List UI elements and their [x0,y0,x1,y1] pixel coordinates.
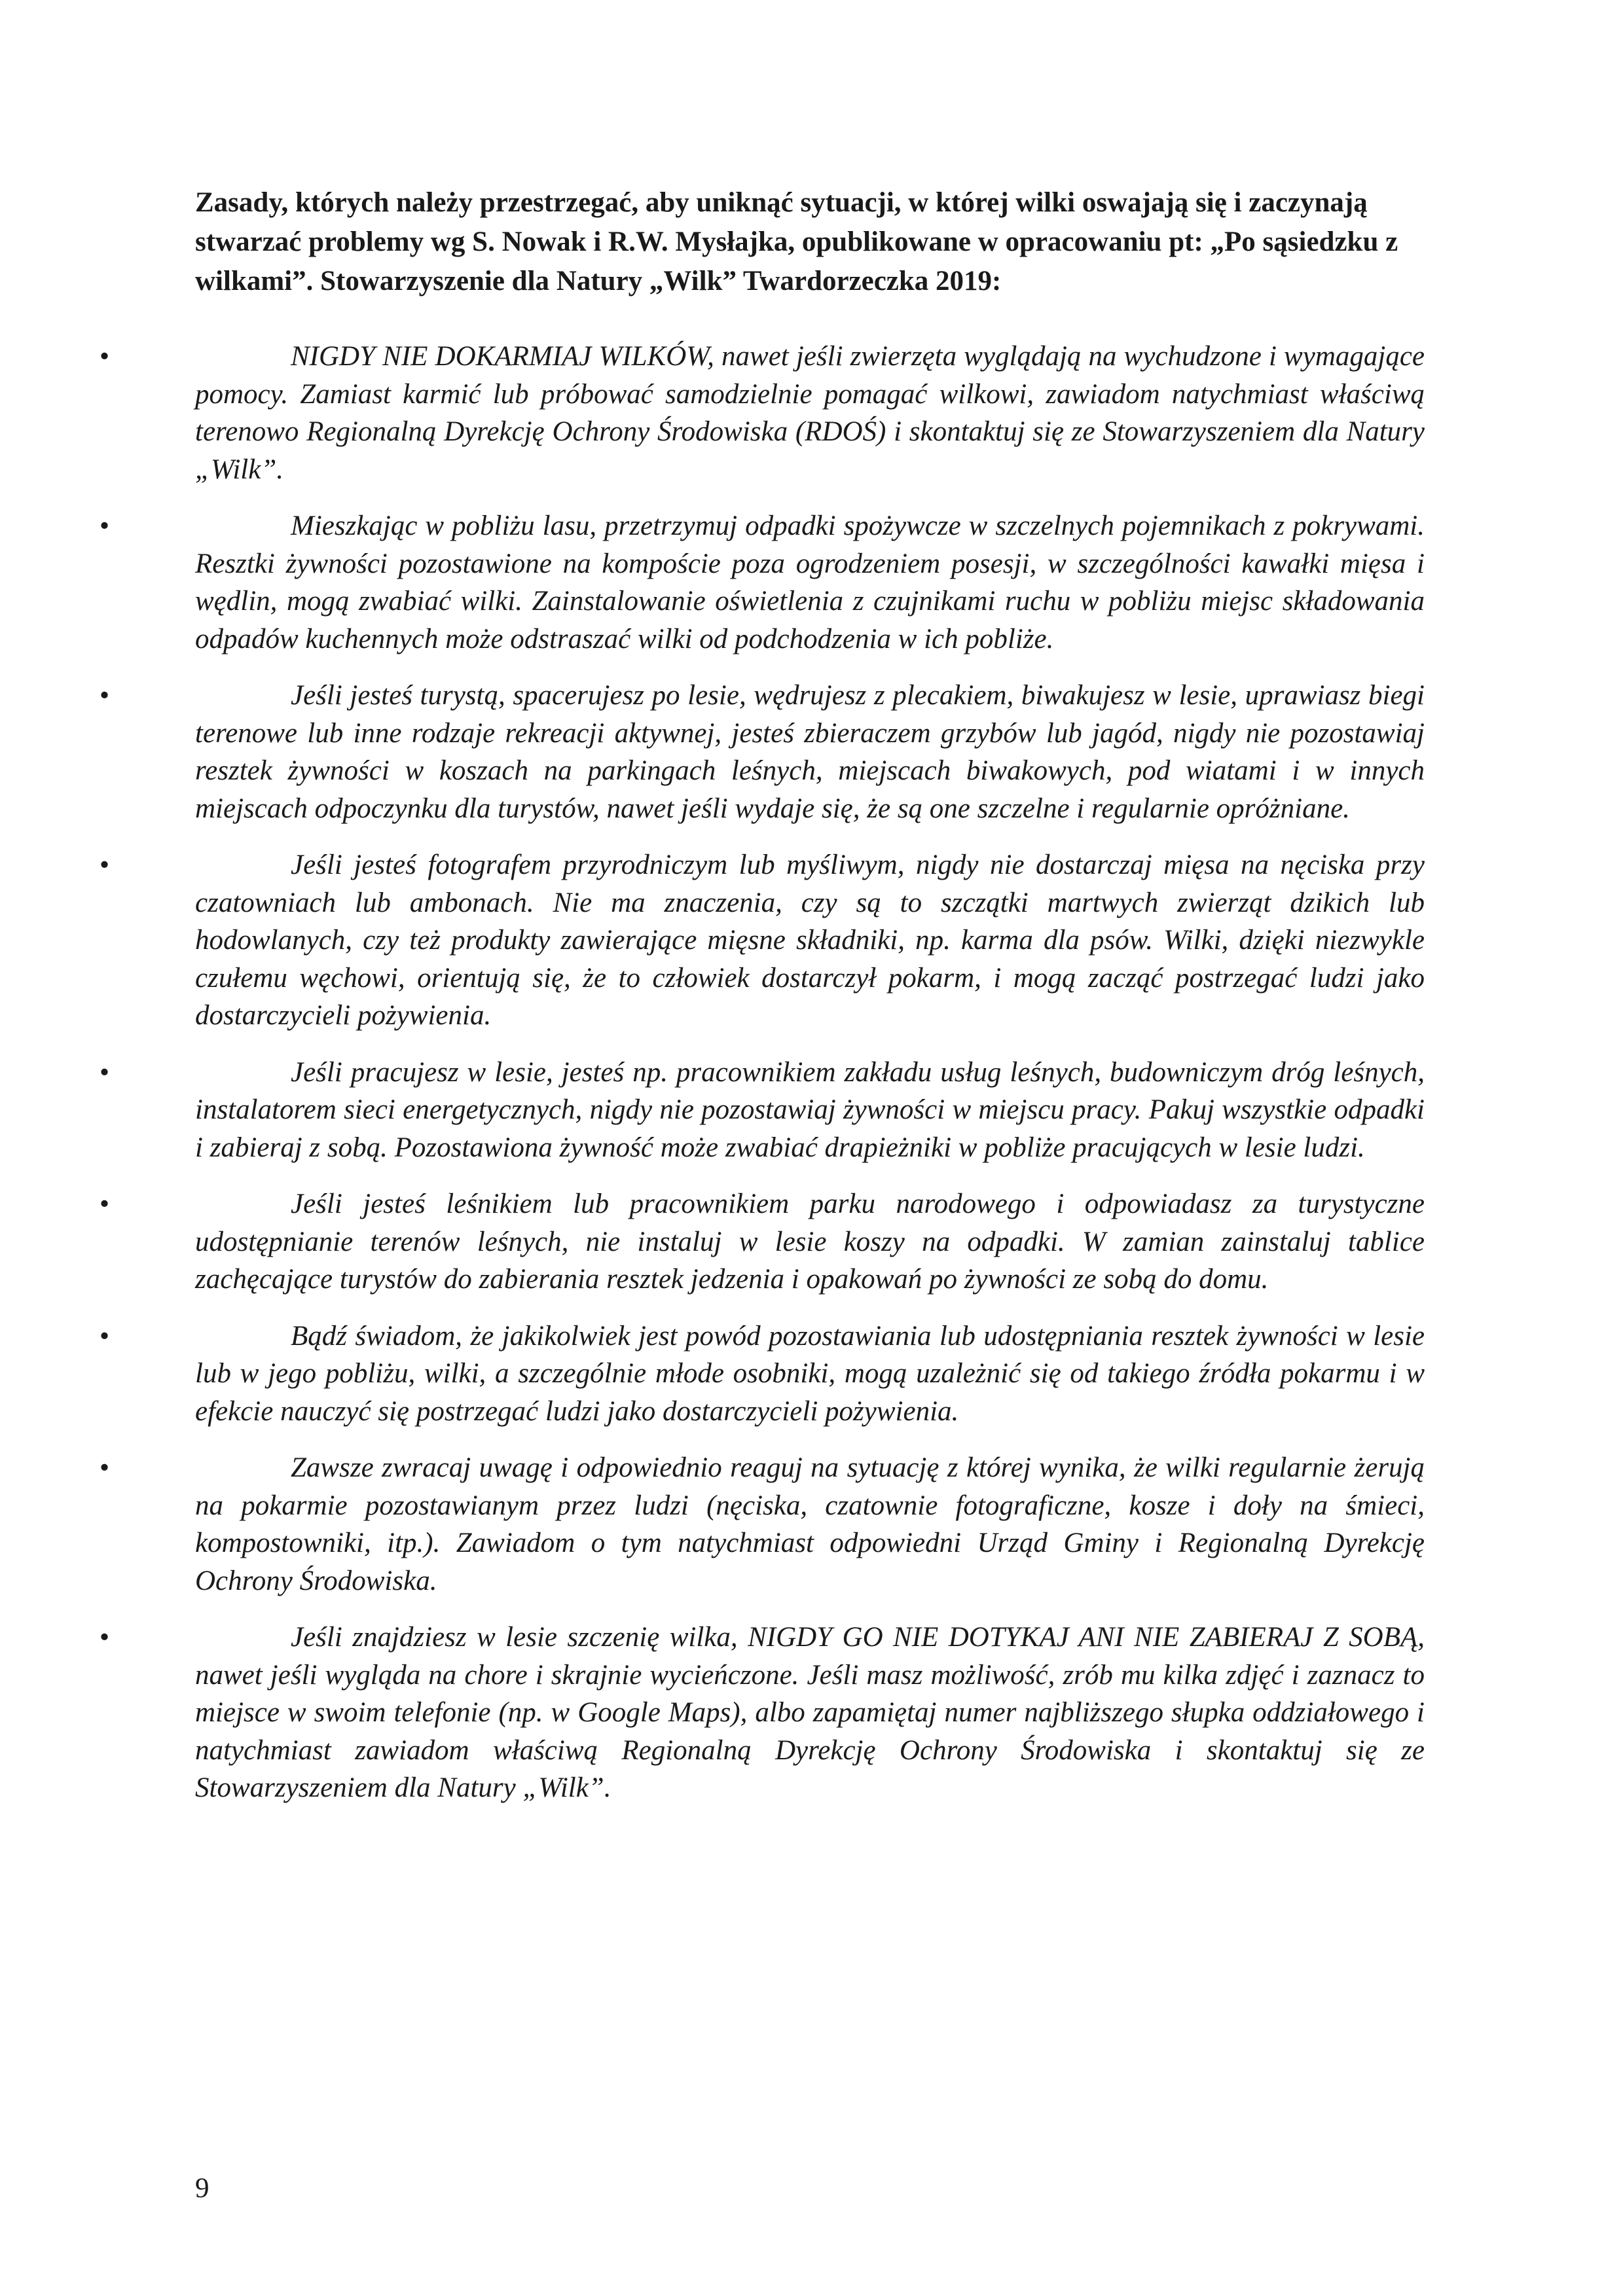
list-item-text: Zawsze zwracaj uwagę i odpowiednio reaguj na sytuację z której wynika, że wilki regularnie żerują na pokarmie pozostawianym przez ludzi (nęciska, czatownie fotograficzne, kosze i doły na śmieci, kompostowniki, itp.). Zawiadom o tym natychmiast odpowiedni Urząd Gminy i Regionalną Dyrekcję Ochrony Środowiska. [195,1452,1425,1596]
list-item [100,846,1425,1035]
bullet-icon: • [100,1320,110,1352]
bullet-icon: • [100,341,110,372]
list-item-text: Jeśli pracujesz w lesie, jesteś np. pracownikiem zakładu usług leśnych, budowniczym dróg leśnych, instalatorem sieci energetycznych, nigdy nie pozostawiaj żywności w miejscu pracy. Pakuj wszystkie odpadki i zabieraj z sobą. Pozostawiona żywność może zwabiać drapieżniki w pobliże pracujących w lesie ludzi. [195,1056,1425,1163]
bullet-icon: • [100,1189,110,1219]
list-item-text: Jeśli jesteś fotografem przyrodniczym lub myśliwym, nigdy nie dostarczaj mięsa na nęciska przy czatowniach lub ambonach. Nie ma znaczenia, czy są to szczątki martwych zwierząt dzikich lub hodowlanych, czy też produkty zawierające mięsne składniki, np. karma dla psów. Wilki, dzięki niezwykle czułemu węchowi, orientują się, że to człowiek dostarczył pokarm, i mogą zacząć postrzegać ludzi jako dostarczycieli pożywienia. [195,850,1425,1031]
list-item [100,1054,1425,1167]
list-item [100,1449,1425,1600]
list-item-text: NIGDY NIE DOKARMIAJ WILKÓW, nawet jeśli zwierzęta wyglądają na wychudzone i wymagające pomocy. Zamiast karmić lub próbować samodzielnie pomagać wilkowi, zawiadom natychmiast właściwą terenowo Regionalną Dyrekcję Ochrony Środowiska (RDOŚ) i skontaktuj się ze Stowarzyszeniem dla Natury „Wilk”. [195,341,1425,485]
document-page [100,183,1425,1826]
list-item [100,1619,1425,1807]
list-item-text: Mieszkając w pobliżu lasu, przetrzymuj odpadki spożywcze w szczelnych pojemnikach z pokrywami. Resztki żywności pozostawione na kompoście poza ogrodzeniem posesji, w szczególności kawałki mięsa i wędlin, mogą zwabiać wilki. Zainstalowanie oświetlenia z czujnikami ruchu w pobliżu miejsc składowania odpadów kuchennych może odstraszać wilki od podchodzenia w ich pobliże. [195,511,1425,655]
list-item-text: Jeśli znajdziesz w lesie szczenię wilka, NIGDY GO NIE DOTYKAJ ANI NIE ZABIERAJ Z SOBĄ, nawet jeśli wygląda na chore i skrajnie wycieńczone. Jeśli masz możliwość, zrób mu kilka zdjęć i zaznacz to miejsce w swoim telefonie (np. w Google Maps), albo zapamiętaj numer najbliższego słupka oddziałowego i natychmiast zawiadom właściwą Regionalną Dyrekcję Ochrony Środowiska i skontaktuj się ze Stowarzyszeniem dla Natury „Wilk”. [195,1622,1425,1803]
bullet-icon: • [100,850,110,880]
bullet-icon: • [100,511,110,541]
list-item [100,507,1425,658]
list-item-text: Jeśli jesteś turystą, spacerujesz po lesie, wędrujesz z plecakiem, biwakujesz w lesie, uprawiasz biegi terenowe lub inne rodzaje rekreacji aktywnej, jesteś zbieraczem grzybów lub jagód, nigdy nie pozostawiaj resztek żywności w koszach na parkingach leśnych, miejscach biwakowych, pod wiatami i w innych miejscach odpoczynku dla turystów, nawet jeśli wydaje się, że są one szczelne i regularnie opróżniane. [195,680,1425,824]
bullet-icon: • [100,1622,110,1653]
page-number: 9 [195,2173,210,2204]
list-item [100,1318,1425,1431]
list-item-text: Bądź świadom, że jakikolwiek jest powód pozostawiania lub udostępniania resztek żywności w lesie lub w jego pobliżu, wilki, a szczególnie młode osobniki, mogą uzależnić się od takiego źródła pokarmu i w efekcie nauczyć się postrzegać ludzi jako dostarczycieli pożywienia. [195,1320,1425,1427]
list-item [100,677,1425,827]
list-item-text: Jeśli jesteś leśnikiem lub pracownikiem parku narodowego i odpowiadasz za turystyczne udostępnianie terenów leśnych, nie instaluj w lesie koszy na odpadki. W zamian zainstaluj tablice zachęcające turystów do zabierania resztek jedzenia i opakowań po żywności ze sobą do domu. [195,1189,1425,1295]
bullet-icon: • [100,680,110,711]
bullet-icon: • [100,1452,110,1483]
list-item [100,338,1425,488]
bullet-icon: • [100,1056,110,1088]
rules-list [100,338,1425,1807]
section-heading: Zasady, których należy przestrzegać, aby uniknąć sytuacji, w której wilki oswajają się i zaczynają stwarzać problemy wg S. Nowak i R.W. Mysłajka, opublikowane w opracowaniu pt: „Po sąsiedzku z wilkami”. Stowarzyszenie dla Natury „Wilk” Twardorzeczka 2019: [195,187,1398,296]
list-item [100,1185,1425,1299]
